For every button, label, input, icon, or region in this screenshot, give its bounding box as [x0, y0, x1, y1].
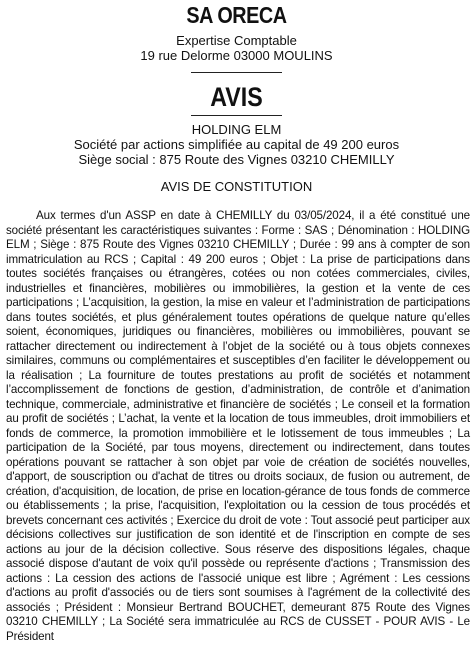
- notice-body: Aux termes d'un ASSP en date à CHEMILLY du 03/05/2024, il a été constitué une société présentant les caractéristiques suivantes : Forme : SAS ; Dénomination : HOLDING ELM ; Siège : 875 Route des Vignes 03210 CHEMILLY ; Durée : 99 ans à compter de son immatriculation au RCS ; Capital : 49 200 euros ; Objet : La prise de participations dans toutes sociétés françaises ou étrangères, cotées ou non cotées commerciales, civiles, industrielles et financières, mobilières ou immobilières, la gestion et la vente de ces participations ; L’acquisition, la gestion, la mise en valeur et l’administration de participations dans toutes sociétés, et plus généralement toutes opérations de quelque nature qu’elles soient, économiques, juridiques ou financières, mobilières ou immobilières, pouvant se rattacher directement ou indirectement à l’objet de la société ou à tous objets connexes similaires, communs ou complémentaires et susceptibles d’en faciliter le développement ou la réalisation ; La fourniture de toutes prestations au profit de sociétés et notamment l’accomplissement de fonctions de gestion, d’administration, de contrôle et d’animation technique, commerciale, administrative et financière de sociétés ; Le conseil et la formation au profit de sociétés ; L’achat, la vente et la location de tous immeubles, droit immobiliers et fonds de commerce, la promotion immobilière et le lotissement de tous immeubles ; La participation de la Société, par tous moyens, directement ou indirectement, dans toutes opérations pouvant se rattacher à son objet par voie de création de sociétés nouvelles, d'apport, de souscription ou d'achat de titres ou droits sociaux, de fusion ou autrement, de création, d'acquisition, de location, de prise en location-gérance de tous fonds de commerce ou établissements ; la prise, l'acquisition, l'exploitation ou la cession de tous procédés et brevets concernant ces activités ; Exercice du droit de vote : Tout associé peut participer aux décisions collectives sur justification de son identité et de l'inscription en compte de ses actions au jour de la décision collective. Sous réserve des dispositions légales, chaque associé dispose d'autant de voix qu'il possède ou représente d'actions ; Transmission des actions : La cession des actions de l'associé unique est libre ; Agrément : Les cessions d'actions au profit d'associés ou de tiers sont soumises à l'agrément de la collectivité des associés ; Président : Monsieur Bertrand BOUCHET, demeurant 875 Route des Vignes 03210 CHEMILLY ; La Société sera immatriculée au RCS de CUSSET - POUR AVIS - Le Président: [6, 209, 470, 643]
- company-form: Société par actions simplifiée au capital de 49 200 euros: [73, 137, 400, 152]
- firm-name: SA ORECA: [186, 2, 287, 28]
- divider-top: [191, 72, 282, 73]
- section-title: AVIS DE CONSTITUTION: [160, 179, 313, 194]
- company-seat: Siège social : 875 Route des Vignes 03210 CHEMILLY: [78, 152, 395, 167]
- firm-address: 19 rue Delorme 03000 MOULINS: [140, 48, 333, 63]
- firm-activity: Expertise Comptable: [176, 33, 297, 48]
- divider-bottom: [191, 115, 282, 116]
- company-name: HOLDING ELM: [191, 122, 282, 137]
- notice-title: AVIS: [210, 82, 263, 112]
